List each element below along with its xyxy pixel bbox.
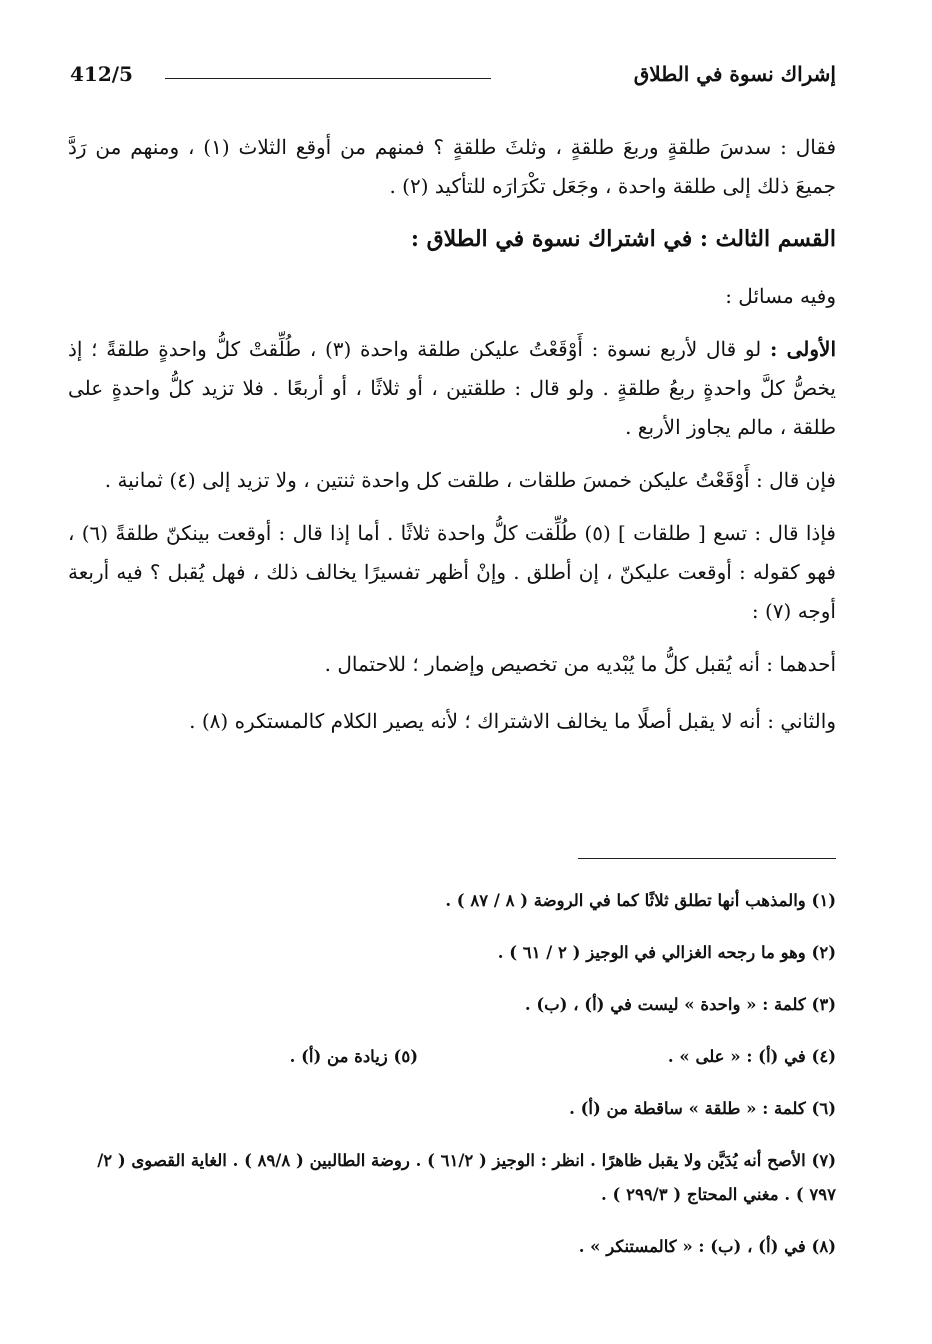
- paragraph-continuation: فقال : سدسَ طلقةٍ وربعَ طلقةٍ ، وثلثَ طلقةٍ ؟ فمنهم من أوقع الثلاث (١) ، ومنهم من رَدَّ جميعَ ذلك إلى طلقة واحدة ، وجَعَل تكْرَارَه للتأكيد (٢) .: [68, 135, 837, 198]
- paragraph-first-issue: [68, 330, 836, 447]
- opinion-two: والثاني : أنه لا يقبل أصلًا ما يخالف الاشتراك ؛ لأنه يصير الكلام كالمستكره (٨) .: [189, 709, 836, 733]
- opinion-one: أحدهما : أنه يُقبل كلُّ ما يُبْديه من تخصيص وإضمار ؛ للاحتمال .: [324, 652, 836, 676]
- footnote-separator: [578, 858, 836, 859]
- footnote-2: (٢) وهو ما رجحه الغزالي في الوجيز ( ٢ / ٦١ ) .: [497, 943, 836, 962]
- footnote-row-4-5: [68, 1040, 836, 1074]
- running-header: [70, 62, 836, 96]
- page-number: 412/5: [70, 62, 133, 86]
- main-text: [68, 128, 836, 759]
- issue-text: لو قال لأربع نسوة : أَوْقَعْتُ عليكن طلقة واحدة (٣) ، طُلِّقتْ كلُّ واحدةٍ طلقةً ؛ إذ يخصُّ كلَّ واحدةٍ ربعُ طلقةٍ . ولو قال : طلقتين ، أو ثلاثًا ، أو أربعًا . فلا تزيد كلُّ واحدةٍ على طلقة ، مالم يجاوز الأربع .: [68, 337, 836, 439]
- section-heading: القسم الثالث : في اشتراك نسوة في الطلاق :: [410, 226, 836, 252]
- footnote-3: (٣) كلمة : « واحدة » ليست في (أ) ، (ب) .: [524, 995, 836, 1014]
- footnote-4: (٤) في (أ) : « على » .: [667, 1047, 836, 1066]
- footnote-7: (٧) الأصح أنه يُدَيَّن ولا يقبل ظاهرًا . انظر : الوجيز ( ٦١/٢ ) . روضة الطالبين ( ٨٩/٨ ) . الغاية القصوى ( ٢/ ٧٩٧ ) . مغني المحتاج ( ٢٩٩/٣ ) .: [97, 1151, 836, 1204]
- header-rule: [165, 78, 491, 79]
- paragraph-five-divorces: فإن قال : أَوْقَعْتُ عليكن خمسَ طلقات ، طلقت كل واحدة ثنتين ، ولا تزيد إلى (٤) ثمانية .: [104, 468, 836, 492]
- footnote-6: (٦) كلمة : « طلقة » ساقطة من (أ) .: [569, 1099, 836, 1118]
- paragraph-nine-divorces: فإذا قال : تسع [ طلقات ] (٥) طُلِّقت كلُّ واحدة ثلاثًا . أما إذا قال : أوقعت بينكنّ طلقةً (٦) ، فهو كقوله : أوقعت عليكنّ ، إن أطلق . وإنْ أظهر تفسيرًا يخالف ذلك ، فهل يُقبل ؟ فيه أربعة أوجه (٧) :: [68, 521, 836, 623]
- footnote-5: (٥) زيادة من (أ) .: [289, 1047, 418, 1066]
- running-title: إشراك نسوة في الطلاق: [633, 62, 836, 86]
- issue-lead: الأولى :: [769, 337, 837, 361]
- footnotes: [68, 884, 836, 1282]
- footnote-8: (٨) في (أ) ، (ب) : « كالمستنكر » .: [578, 1237, 836, 1256]
- footnote-1: (١) والمذهب أنها تطلق ثلاثًا كما في الروضة ( ٨ / ٨٧ ) .: [445, 891, 836, 910]
- paragraph-intro: وفيه مسائل :: [725, 284, 836, 308]
